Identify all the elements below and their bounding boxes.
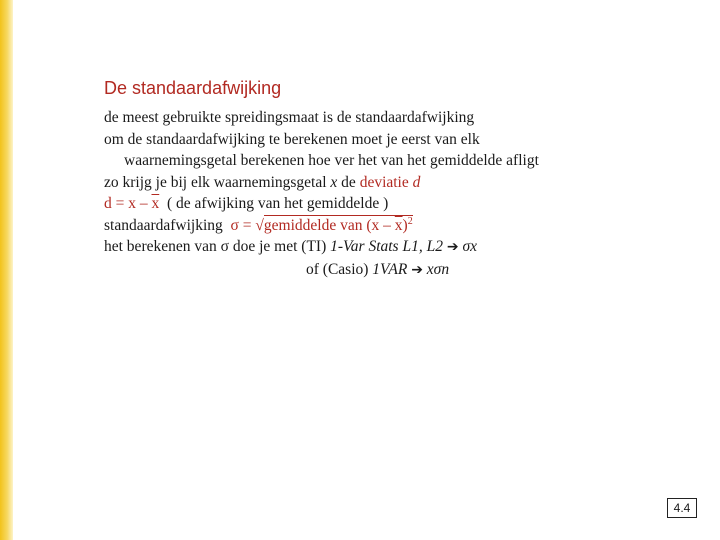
slide-body — [104, 107, 704, 281]
line4-de: de — [341, 173, 356, 191]
sigma-lhs: σ = — [230, 216, 256, 234]
casio-command: 1VAR — [372, 260, 408, 278]
radicand-part-b: ) — [402, 216, 408, 234]
body-line-8 — [104, 259, 704, 282]
exponent-2: 2 — [407, 215, 413, 227]
formula-sigma — [231, 215, 413, 234]
formula-deviation — [104, 195, 159, 212]
sqrt-sign: √ — [255, 216, 264, 234]
body-line-6 — [104, 215, 704, 237]
arrow-right-icon: ➔ — [411, 261, 423, 278]
body-line-1: de meest gebruikte spreidingsmaat is de standaardafwijking — [104, 109, 475, 126]
variable-x: x — [330, 173, 338, 191]
body-line-3: waarnemingsgetal berekenen hoe ver het van het gemiddelde afligt — [124, 152, 539, 169]
body-line-4 — [104, 172, 704, 194]
ti-result: σx — [462, 238, 477, 255]
line4-text: zo krijg je bij elk waarnemingsgetal — [104, 173, 327, 191]
casio-result: xσn — [426, 260, 450, 278]
term-deviatie: deviatie — [359, 173, 409, 191]
radicand-xbar: $\overline{x}$ — [394, 216, 403, 234]
arrow-right-icon: ➔ — [446, 239, 459, 255]
radicand-part-a: gemiddelde van (x – — [263, 216, 395, 234]
body-line-7 — [104, 236, 704, 259]
body-line-2: om de standaardafwijking te berekenen moet je eerst van elk — [104, 130, 480, 148]
formula-xbar: $\overline{x}$ — [151, 195, 160, 212]
variable-d: d — [412, 173, 421, 191]
line7-text: het berekenen van σ doe je met (TI) — [104, 238, 327, 255]
formula-d-lhs: d = x – — [104, 195, 152, 212]
std-label: standaardafwijking — [104, 216, 223, 234]
side-accent-bar — [0, 0, 13, 540]
line8-text: of (Casio) — [306, 260, 369, 278]
page-number-box: 4.4 — [667, 498, 697, 518]
sqrt-radicand — [264, 215, 413, 234]
deviation-note: ( de afwijking van het gemiddelde ) — [167, 195, 389, 212]
ti-command: 1-Var Stats L1, L2 — [330, 238, 443, 255]
slide-title: De standaardafwijking — [104, 78, 282, 98]
body-line-5 — [104, 193, 704, 215]
